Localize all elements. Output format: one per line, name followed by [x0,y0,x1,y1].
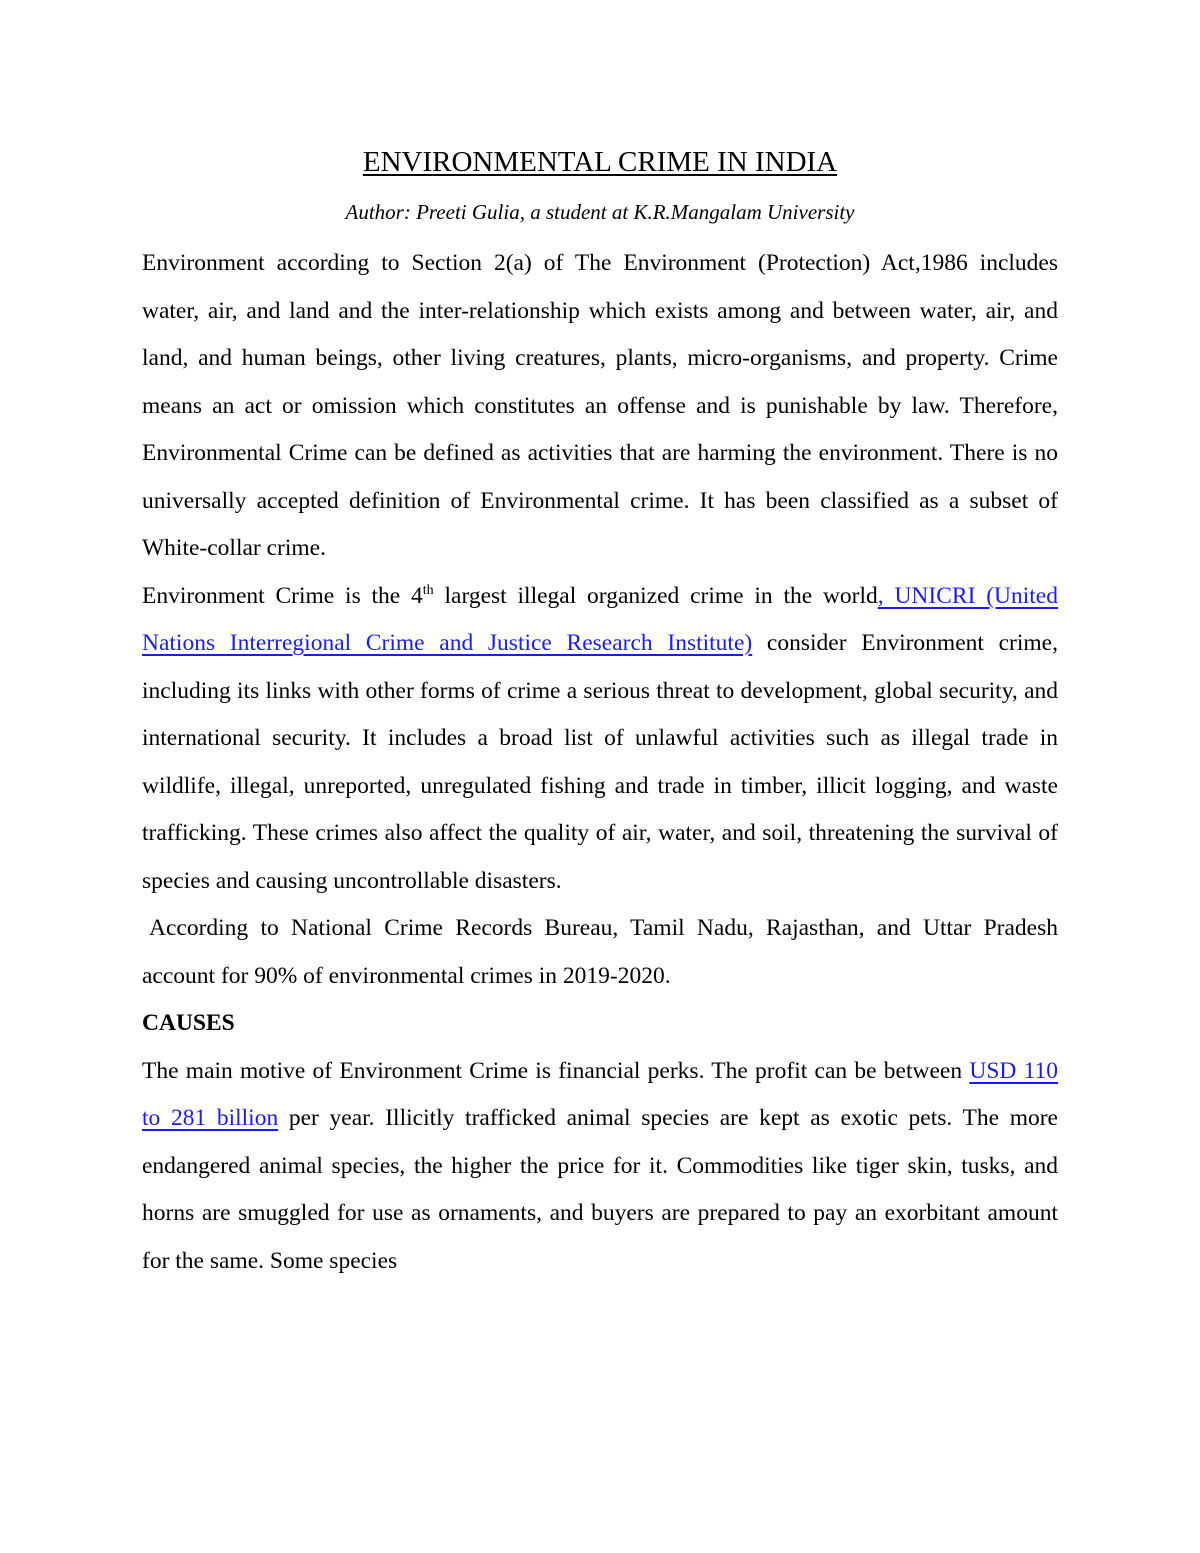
unicri-link[interactable]: , UNICRI (United Nations Interregional Crime and Justice Research Institute) [142,582,1058,656]
paragraph-ncrb [142,905,1058,1000]
usd-billion-link[interactable]: USD 110 to 281 billion [142,1057,1058,1131]
document-page [142,140,1058,1285]
author-line: Author: Preeti Gulia, a student at K.R.Mangalam University [345,200,855,224]
heading-causes: CAUSES [142,1010,235,1036]
paragraph-unicri [142,573,1058,906]
paragraph-definition: Environment according to Section 2(a) of The Environment (Protection) Act,1986 includes water, air, and land and the inter-relationship which exists among and between water, air, and land, and human beings, other living creatures, plants, micro-organisms, and property. Crime means an act or omission which constitutes an offense and is punishable by law. Therefore, Environmental Crime can be defined as activities that are harming the environment. There is no universally accepted definition of Environmental crime. It has been classified as a subset of White-collar crime. [142,250,1058,561]
para2-superscript: th [422,582,434,598]
para2-text-after: consider Environment crime, including its links with other forms of crime a serious threat to development, global security, and international security. It includes a broad list of unlawful activities such as illegal trade in wildlife, illegal, unreported, unregulated fishing and trade in timber, illicit logging, and waste trafficking. These crimes also affect the quality of air, water, and soil, threatening the survival of species and causing uncontrollable disasters. [142,630,1058,894]
para3-text: According to National Crime Records Bureau, Tamil Nadu, Rajasthan, and Uttar Pradesh account for 90% of environmental crimes in 2019-2020. [142,915,1058,989]
para2-text-before: Environment Crime is the 4 [142,582,423,609]
para4-text-after: per year. Illicitly trafficked animal species are kept as exotic pets. The more endangered animal species, the higher the price for it. Commodities like tiger skin, tusks, and horns are smuggled for use as ornaments, and buyers are prepared to pay an exorbitant amount for the same. Some species [142,1105,1058,1274]
para2-text-middle: largest illegal organized crime in the world [433,582,878,609]
para4-text-before: The main motive of Environment Crime is financial perks. The profit can be between [142,1057,970,1084]
document-title: ENVIRONMENTAL CRIME IN INDIA [362,146,838,178]
paragraph-causes [142,1048,1058,1286]
